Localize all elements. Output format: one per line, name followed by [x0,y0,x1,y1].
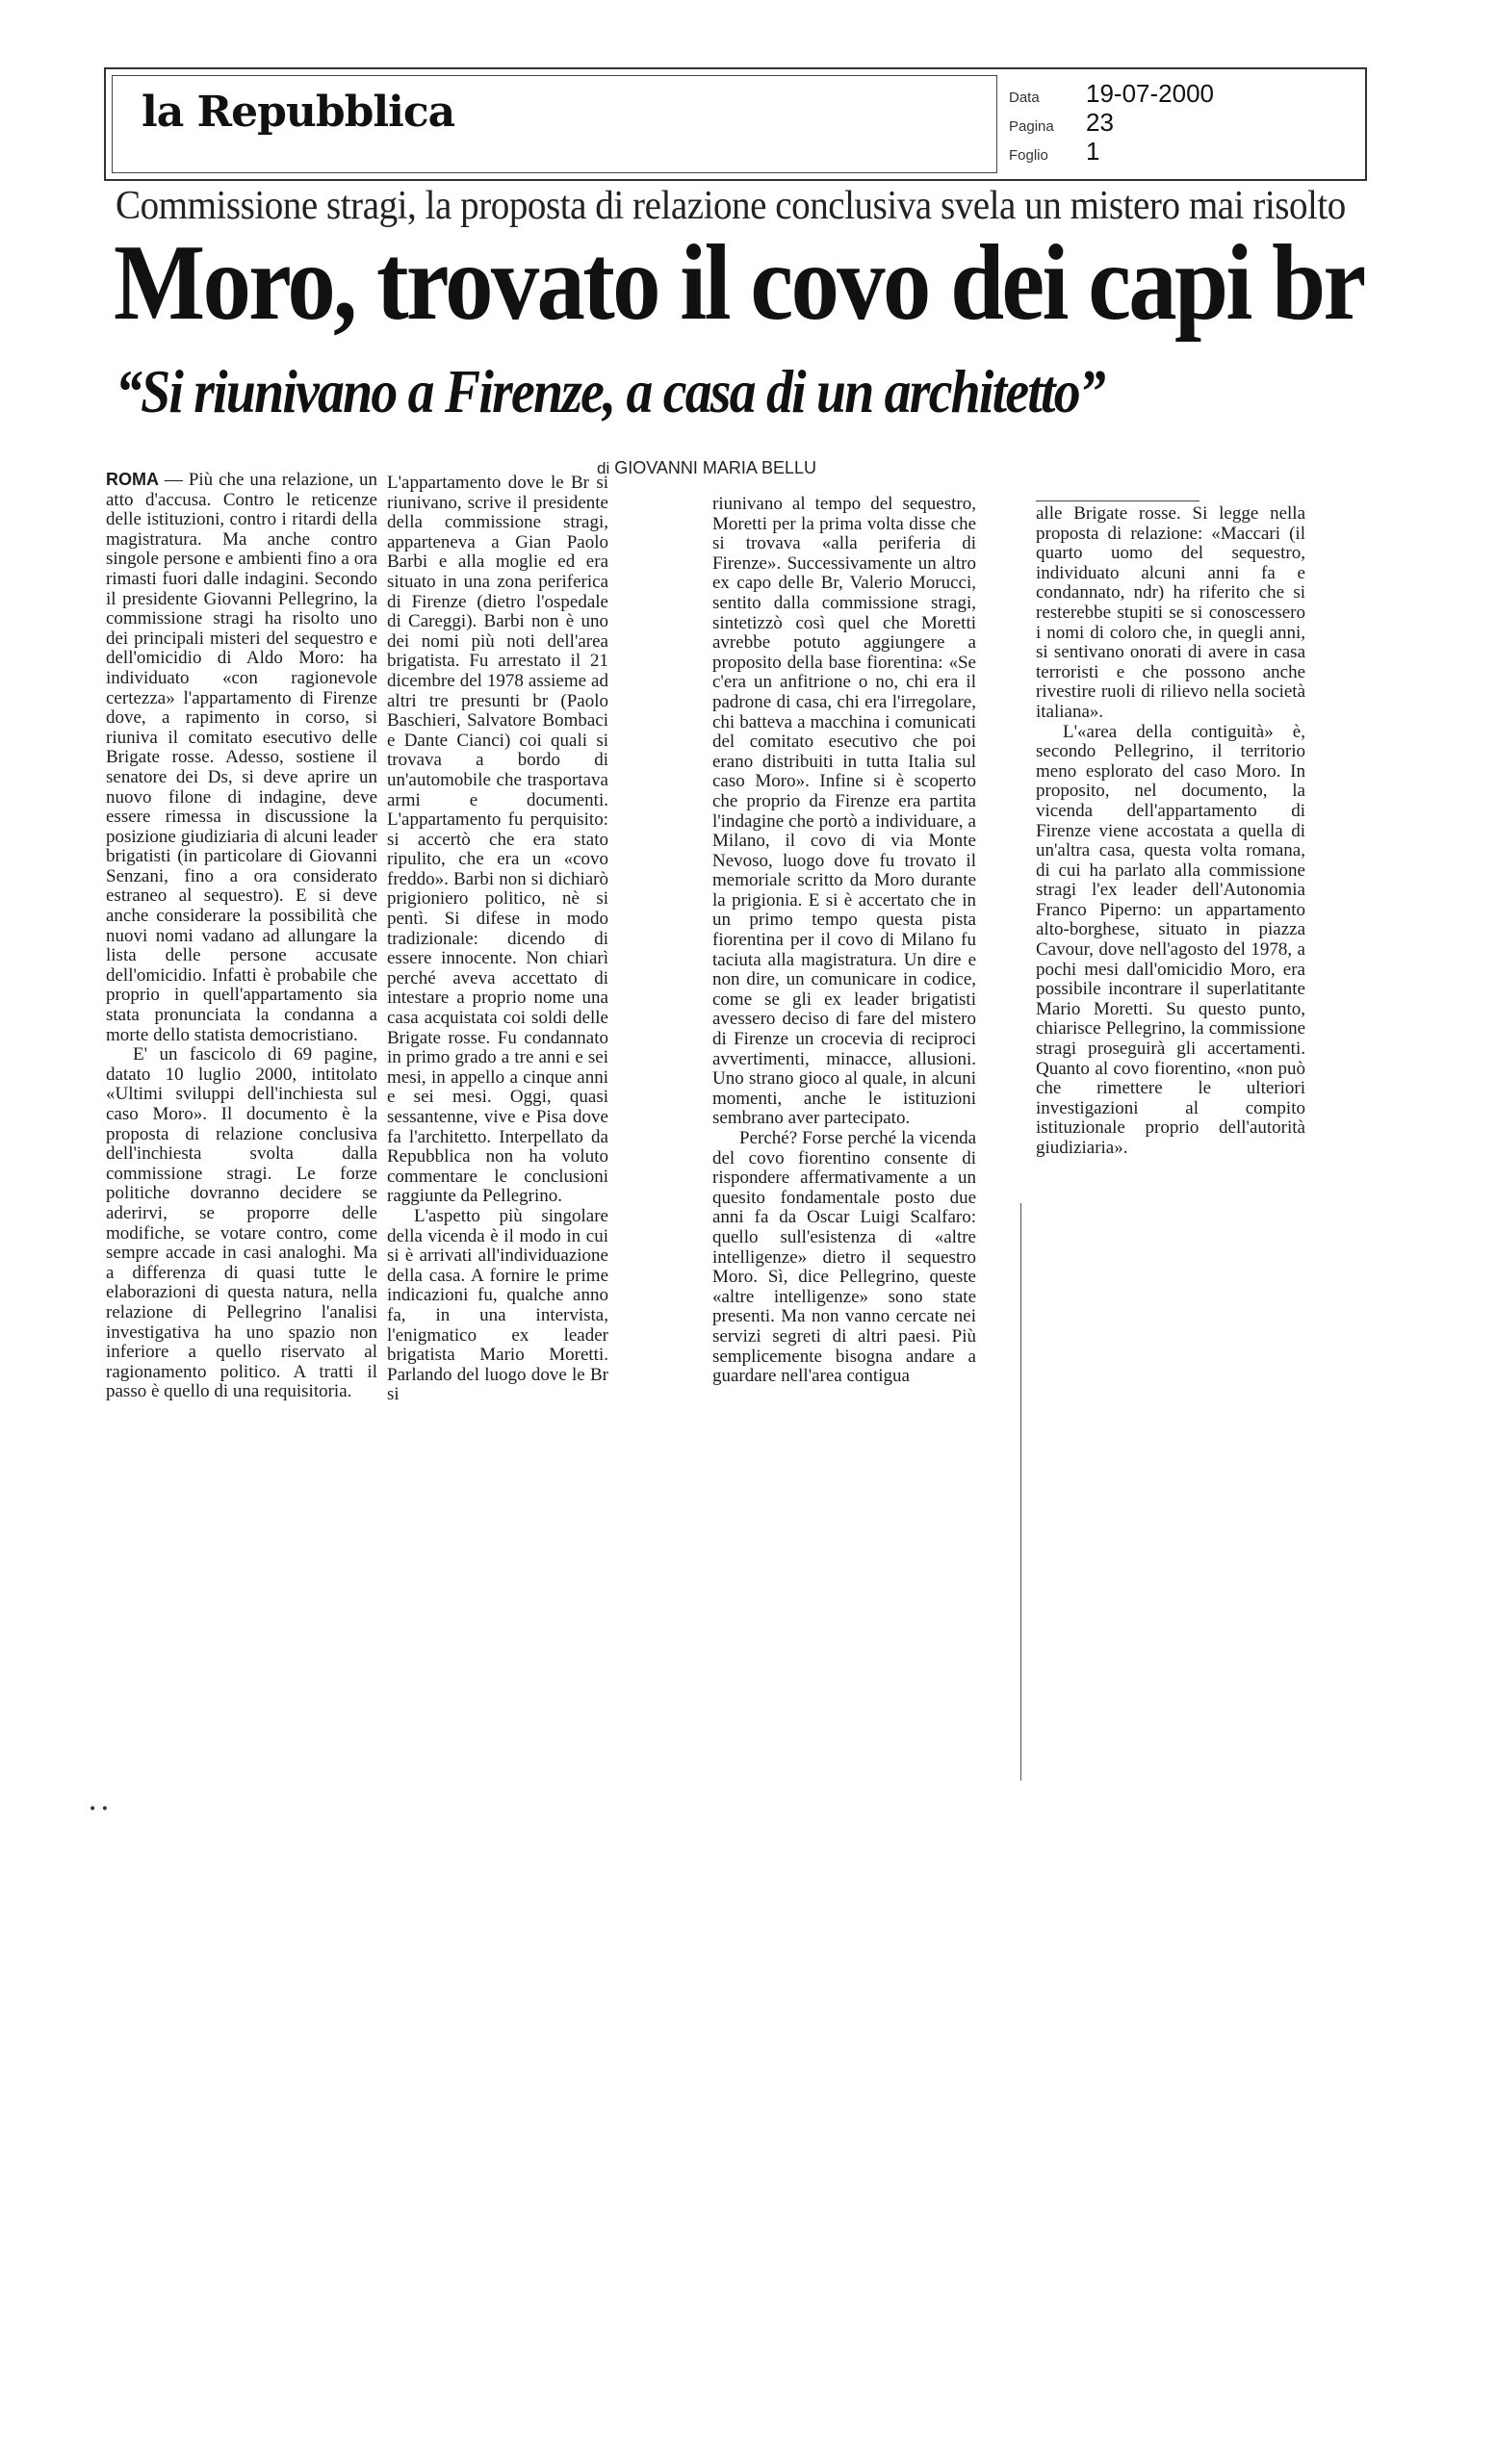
article-column-1 [106,470,377,1402]
column-rule-top [1036,500,1199,501]
byline-prefix: di [597,459,610,477]
paragraph: L'aspetto più singolare della vicenda è il modo in cui si è arrivati all'individuazione della casa. A fornire le prime indicazioni fu, qualche anno fa, in una intervista, l'enigmatico ex leader brigatista Mario Moretti. Parlando del luogo dove le Br si [387,1205,608,1405]
paragraph: L'«area della contiguità» è, secondo Pellegrino, il territorio meno esplorato del caso Moro. In proposito, nel documento, la vicenda dell'appartamento di Firenze viene accostata a quella di un'altra casa, questa volta romana, di cui ha parlato alla commissione stragi l'ex leader dell'Autonomia Franco Piperno: un appartamento alto-borghese, situato in piazza Cavour, dove nell'agosto del 1978, a pochi mesi dall'omicidio Moro, era possibile incontrare il superlatitante Mario Moretti. Su questo punto, chiarisce Pellegrino, la commissione stragi proseguirà gli accertamenti. Quanto al covo fiorentino, «non può che rimettere le ulteriori investigazioni al compito istituzionale proprio dell'autorità giudiziaria». [1036,721,1305,1158]
meta-row-date [1009,79,1355,108]
paragraph: Perché? Forse perché la vicenda del covo fiorentino consente di rispondere affermativamente a un quesito fondamentale posto due anni fa da Oscar Luigi Scalfaro: quello sull'esistenza di «altre intelligenze» dietro il sequestro Moro. Sì, dice Pellegrino, queste «altre intelligenze» sono state presenti. Ma non vanno cercate nei servizi segreti di altri paesi. Più semplicemente bisogna andare a guardare nell'area contigua [712,1128,976,1387]
meta-value: 1 [1086,137,1100,166]
meta-row-page [1009,108,1355,137]
paragraph: E' un fascicolo di 69 pagine, datato 10 luglio 2000, intitolato «Ultimi sviluppi dell'inchiesta sul caso Moro». Il documento è la proposta di relazione conclusiva dell'inchiesta svolta dalla commissione stragi. Le forze politiche dovranno decidere se aderirvi, se proporre delle modifiche, se votare contro, come sempre accade in casi analoghi. Ma a differenza di quasi tutte le elaborazioni di questa natura, nella relazione di Pellegrino l'analisi investigativa ha uno spazio non inferiore a quello riservato al ragionamento politico. A tratti il passo è quello di una requisitoria. [106,1044,377,1402]
paragraph: alle Brigate rosse. Si legge nella proposta di relazione: «Maccari (il quarto uomo del sequestro, individuato alcuni anni fa e condannato, ndr) ha riferito che si resterebbe stupiti se si conoscessero i nomi di coloro che, in quegli anni, si sentivano onorati di avere in casa terroristi e che possono anche rivestire ruoli di rilievo nella società italiana». [1036,503,1305,722]
end-mark: • • [89,1802,109,1817]
article-subhead: “Si riunivano a Firenze, a casa di un architetto” [116,357,1104,425]
meta-row-sheet [1009,137,1355,166]
paragraph [106,470,377,1045]
article-column-2 [387,474,608,1405]
meta-label: Foglio [1009,147,1048,164]
masthead-logo: la Repubblica [142,88,455,137]
meta-label: Data [1009,90,1040,106]
masthead-frame [112,75,997,173]
meta-value: 23 [1086,108,1114,137]
clipping-header-box [104,67,1367,181]
paragraph: L'appartamento dove le Br si riunivano, scrive il presidente della commissione stragi, apparteneva a Gian Paolo Barbi e alla moglie ed era situato in una zona periferica di Firenze (dietro l'ospedale di Careggi). Barbi non è uno dei nomi più noti dell'area brigatista. Fu arrestato il 21 dicembre del 1978 assieme ad altri tre presunti br (Paolo Baschieri, Salvatore Bombaci e Dante Cianci) coi quali si trovava a bordo di un'automobile che trasportava armi e documenti. L'appartamento fu perquisito: si accertò che era stato ripulito, che era un «covo freddo». Barbi non si dichiarò prigioniero politico, nè si pentì. Si difese in modo tradizionale: dicendo di essere innocente. Non chiarì perché aveva accettato di intestare a proprio nome una casa acquistata coi soldi delle Brigate rosse. Fu condannato in primo grado a tre anni e sei mesi, in appello a cinque anni e sei mesi. Oggi, quasi sessantenne, vive e Pisa dove fa l'architetto. Interpellato da Repubblica non ha voluto commentare le conclusioni raggiunte da Pellegrino. [387,473,608,1207]
byline-author: GIOVANNI MARIA BELLU [614,458,816,477]
meta-label: Pagina [1009,118,1054,135]
paragraph-text: — Più che una relazione, un atto d'accusa. Contro le reticenze delle istituzioni, contro i ritardi della magistratura. Ma anche contro singole persone e ambienti fino a ora rimasti fuori dalle indagini. Secondo il presidente Giovanni Pellegrino, la commissione stragi ha risolto uno dei principali misteri del sequestro e dell'omicidio di Aldo Moro: ha individuato «con ragionevole certezza» l'appartamento di Firenze dove, a rapimento in corso, si riuniva il comitato esecutivo delle Brigate rosse. Adesso, sostiene il senatore dei Ds, si deve aprire un nuovo filone di indagine, deve essere rimessa in discussione la posizione giudiziaria di alcuni leader brigatisti (in particolare di Giovanni Senzani, fino a ora considerato estraneo al sequestro). E si deve anche considerare la possibilità che nuovi nomi vadano ad allungare la lista delle persone accusate dell'omicidio. Infatti è probabile che proprio in quell'appartamento sia stata pronunciata la condanna a morte dello statista democristiano. [106,470,377,1045]
article-column-4 [1036,504,1305,1159]
meta-value: 19-07-2000 [1086,79,1214,108]
dateline: ROMA [106,470,159,489]
article-kicker: Commissione stragi, la proposta di relazione conclusiva svela un mistero mai risolto [116,184,1346,228]
paragraph: riunivano al tempo del sequestro, Moretti per la prima volta disse che si trovava «alla periferia di Firenze». Successivamente un altro ex capo delle Br, Valerio Morucci, sentito dalla commissione stragi, sintetizzò così quel che Moretti avrebbe potuto aggiungere a proposito della base fiorentina: «Se c'era un anfitrione o no, chi era il padrone di casa, chi era l'irregolare, chi batteva a macchina i comunicati del comitato esecutivo che poi erano distribuiti in tutta Italia sul caso Moro». Infine si è scoperto che proprio da Firenze era partita l'indagine che portò a individuare, a Milano, il covo di via Monte Nevoso, luogo dove fu trovato il memoriale scritto da Moro durante la prigionia. E si è accertato che in un primo tempo questa pista fiorentina per il covo di Milano fu taciuta alla magistratura. Un dire e non dire, un comunicare in codice, come se gli ex leader brigatisti avessero deciso di fare del mistero di Firenze un crocevia di reciproci avvertimenti, minacce, allusioni. Uno strano gioco al quale, in alcuni momenti, anche le istituzioni sembrano aver partecipato. [712,494,976,1129]
article-headline: Moro, trovato il covo dei capi br [114,223,1364,343]
clipping-metadata [1009,79,1355,166]
article-byline [597,458,816,478]
article-column-3 [712,495,976,1387]
column-divider [1020,1203,1021,1781]
